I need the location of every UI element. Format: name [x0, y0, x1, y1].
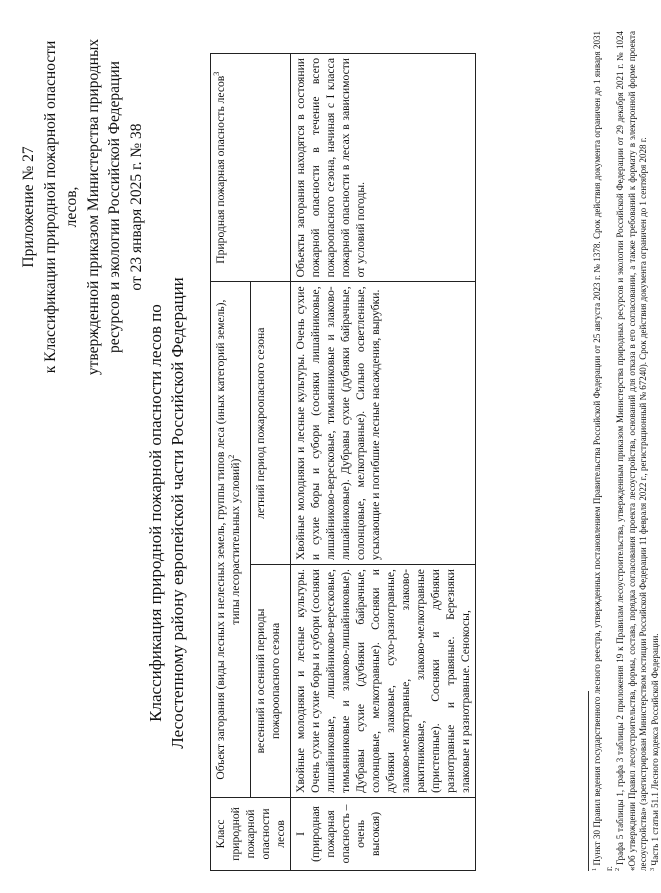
summer-cell: Хвойные молодняки и лесные культуры. Очень сухие и сухие боры и субори (сосняки лишайниковые, лишайниково-вересковые, тимьянниковые и злаково-лишайниковые). Дубравы сухие (дубняки байрачные, солонцовые, мелкотравные). Сильно осветленные, усыхающие и погибшие лесные насаждения, вырубки.: [291, 282, 476, 565]
footnotes: [588, 31, 661, 871]
header-spring-autumn: весенний и осенний периоды пожароопасного сезона: [251, 565, 291, 798]
header-class: Класс природной пожарной опасности лесов: [211, 797, 291, 870]
footnote: $^2$ Графа 5 таблицы 1, графа 3 таблицы 2 приложения 19 к Правилам лесоустроительства, утвержденным приказом Министерства природных ресурсов и экологии Российской Федерации от 29 декабря 2021 г. № 1024 «Об утверждении Правил лесоустроительства, формы, состава, порядка согласования проекта лесоустройства, оснований для отказа в его согласовании, а также требований к формату в электронной форме проекта лесоустройства» (зарегистрирован Министерством юстиции Российской Федерации 11 февраля 2022 г., регистрационный № 67240). Срок действия документа ограничен до 1 сентября 2028 г.: [614, 31, 648, 871]
spring-autumn-cell: Хвойные молодняки и лесные культуры. Очень сухие и сухие боры и субори (сосняки лишайниковые, лишайниково-вересковые, тимьянниковые и злаково-лишайниковые). Дубравы сухие (дубняки байрачные, солонцовые, мелкотравные). Сосняки и дубняки злаковые, сухо-разнотравные, злаково-мелкотравные, злаково-ракитниковые, злаково-мелкотравные (пристепные). Сосняки и дубняки разнотравные и травяные. Березняки злаковые и разнотравные. Сенокосы,: [291, 565, 476, 798]
table-row: [291, 54, 476, 871]
header-summer: летний период пожароопасного сезона: [251, 282, 291, 565]
footnote: $^1$ Пункт 30 Правил ведения государственного лесного реестра, утвержденных постановлением Правительства Российской Федерации от 25 августа 2023 г. № 1378. Срок действия документа ограничен до 1 января 2031 г.: [591, 31, 614, 871]
appendix-ref-line: ресурсов и экологии Российской Федерации: [106, 61, 123, 353]
title-line: Классификация природной пожарной опасности лесов по: [146, 304, 165, 722]
header-object: Объект загорания (виды лесных и нелесных земель, группы типов леса (иных категорий земель), типы лесорастительных условий)$^2$: [211, 282, 251, 797]
footnote: $^3$ Часть 1 статьи 51.1 Лесного кодекса Российской Федерации.: [648, 633, 660, 871]
appendix-number: Приложение № 27: [20, 146, 37, 268]
classification-table: [210, 53, 476, 871]
title-line: Лесостепному району европейской части Российской Федерации: [168, 277, 187, 749]
appendix-header: [18, 21, 147, 393]
hazard-cell: Объекты загорания находятся в состоянии пожарной опасности в течение всего пожароопасного сезона, начиная с I класса пожарной опасности в лесах в зависимости от условий погоды.: [291, 54, 476, 282]
appendix-date: от 23 января 2025 г. № 38: [127, 123, 145, 291]
page-title: [145, 253, 189, 773]
class-cell: [291, 797, 476, 870]
footnote-divider: [588, 691, 589, 871]
appendix-ref-line: утвержденной приказом Министерства природных: [84, 38, 102, 376]
class-numeral: I: [294, 831, 307, 836]
class-description: (природная пожарная опасность – очень высокая): [309, 804, 382, 864]
header-hazard: Природная пожарная опасность лесов$^3$: [211, 54, 291, 282]
appendix-ref-line: к Классификации природной пожарной опасности лесов,: [41, 40, 80, 374]
